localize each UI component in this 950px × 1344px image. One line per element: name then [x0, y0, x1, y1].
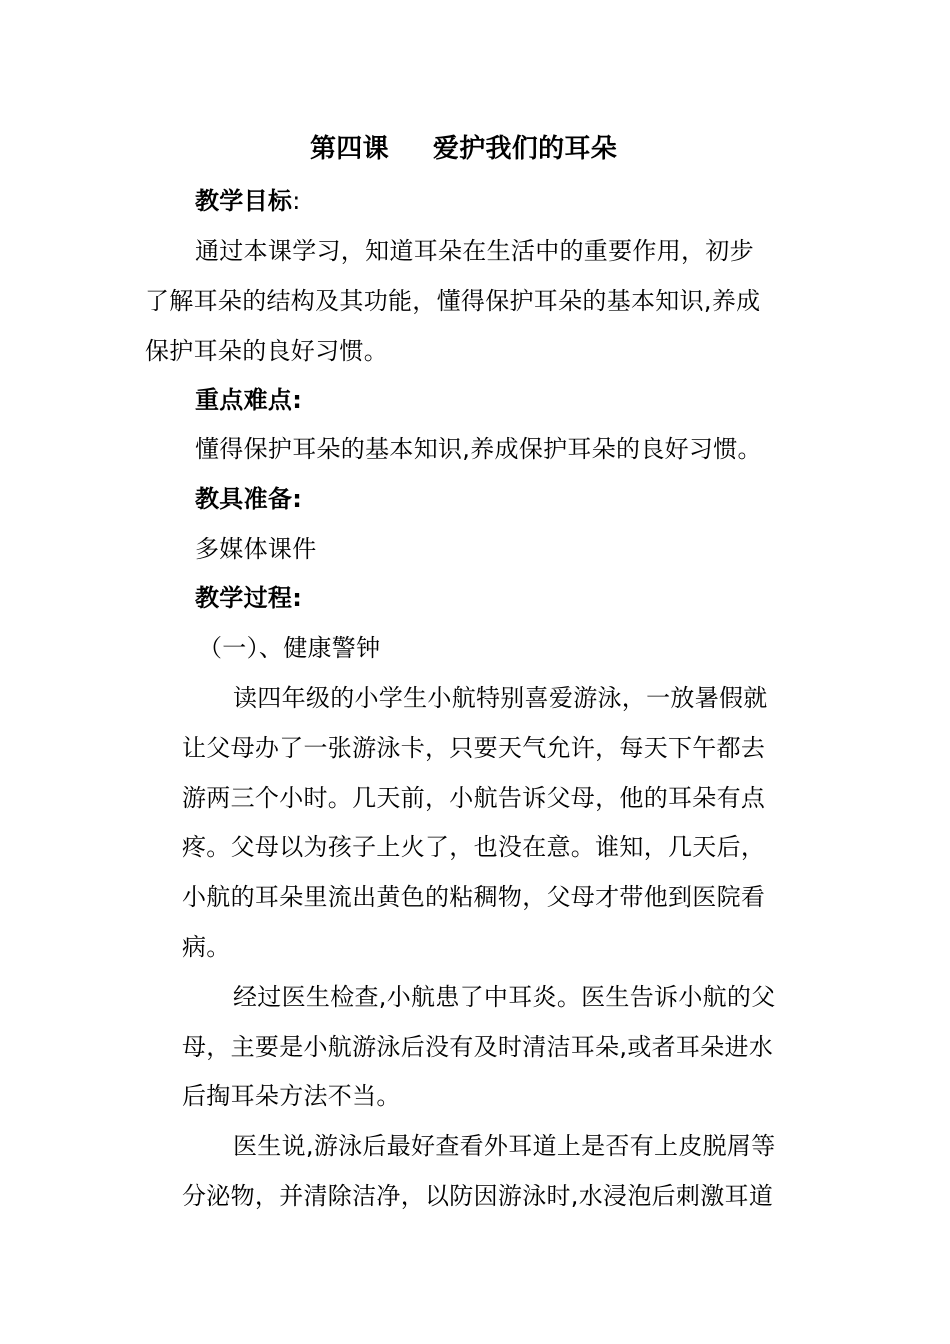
materials-heading: 教具准备:: [195, 485, 303, 513]
objectives-heading: 教学目标:: [195, 187, 301, 215]
objectives-line: 通过本课学习，知道耳朵在生活中的重要作用，初步: [195, 237, 754, 265]
paragraph-line: 分泌物，并清除洁净，以防因游泳时,水浸泡后刺激耳道: [182, 1182, 774, 1210]
paragraph-line: 后掏耳朵方法不当。: [182, 1082, 401, 1110]
key-points-line: 懂得保护耳朵的基本知识,养成保护耳朵的良好习惯。: [195, 435, 762, 463]
paragraph-line: 疼。父母以为孩子上火了，也没在意。谁知，几天后，: [182, 833, 766, 861]
key-points-heading: 重点难点:: [195, 386, 303, 414]
paragraph-line: 游两三个小时。几天前，小航告诉父母，他的耳朵有点: [182, 784, 766, 812]
paragraph-line: 小航的耳朵里流出黄色的粘稠物，父母才带他到医院看: [182, 883, 766, 911]
paragraph-line: 经过医生检查,小航患了中耳炎。医生告诉小航的父: [233, 983, 776, 1011]
materials-line: 多媒体课件: [195, 535, 317, 563]
page-title: [310, 134, 617, 164]
objectives-line: 保护耳朵的良好习惯。: [145, 337, 388, 365]
paragraph-line: 病。: [182, 933, 231, 961]
process-heading: 教学过程:: [195, 584, 303, 612]
paragraph-line: 母，主要是小航游泳后没有及时清洁耳朵,或者耳朵进水: [182, 1033, 774, 1061]
lesson-topic: 爱护我们的耳朵: [432, 134, 618, 164]
lesson-number: 第四课: [310, 134, 389, 164]
paragraph-line: 读四年级的小学生小航特别喜爱游泳，一放暑假就: [233, 684, 768, 712]
paragraph-line: 医生说,游泳后最好查看外耳道上是否有上皮脱屑等: [233, 1132, 776, 1160]
paragraph-line: 让父母办了一张游泳卡，只要天气允许，每天下午都去: [182, 734, 766, 762]
section-heading: （一）、健康警钟: [198, 634, 381, 662]
objectives-line: 了解耳朵的结构及其功能，懂得保护耳朵的基本知识,养成: [145, 287, 761, 315]
